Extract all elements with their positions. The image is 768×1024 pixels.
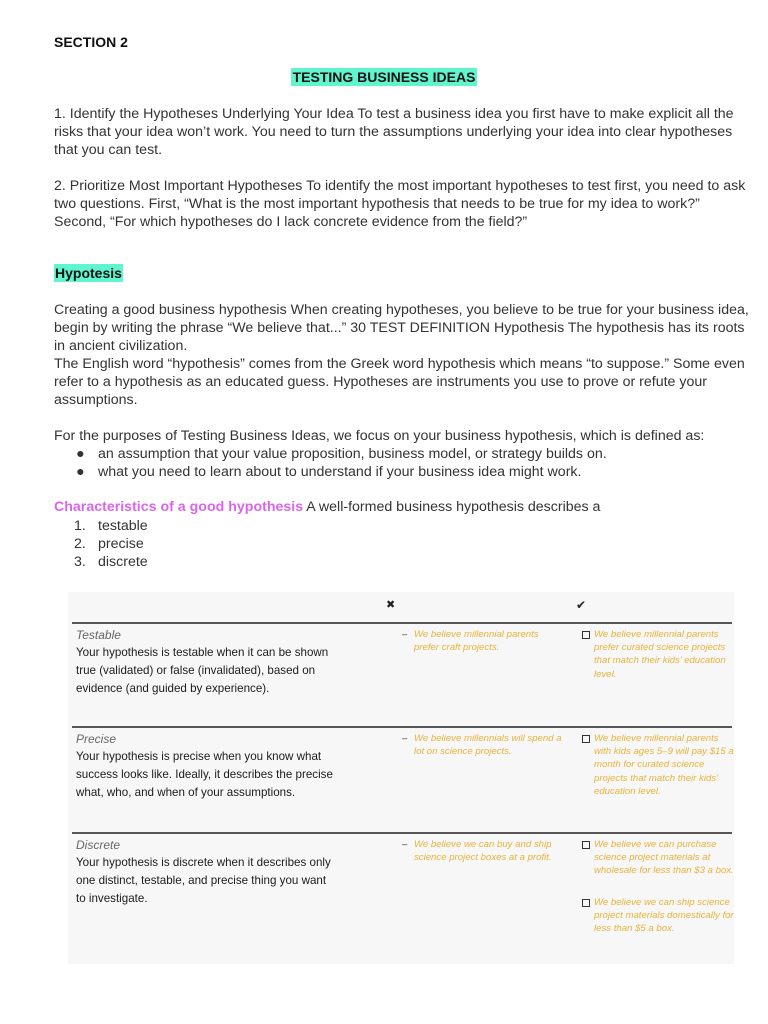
page-title-text: TESTING BUSINESS IDEAS: [292, 69, 476, 85]
dash-icon: –: [402, 839, 408, 850]
characteristics-line: [54, 499, 600, 515]
dash-icon: –: [402, 629, 408, 640]
good-example: We believe we can purchase science project materials at wholesale for less than $3 a box.: [594, 838, 736, 878]
paragraph-purposes: For the purposes of Testing Business Ideas, we focus on your business hypothesis, which is defined as:: [54, 428, 705, 444]
hypotesis-heading: Hypotesis: [55, 265, 122, 281]
list-item: 2. precise: [74, 536, 144, 552]
row-description: Your hypothesis is discrete when it describes only one distinct, testable, and precise thing you want to investigate.: [76, 856, 331, 905]
row-description: Your hypothesis is testable when it can be shown true (validated) or false (invalidated), based on evidence (and guided by experience).: [76, 646, 329, 695]
checkbox-icon: [582, 631, 590, 639]
paragraph-prioritize: 2. Prioritize Most Important Hypotheses To identify the most important hypotheses to test first, you need to ask two questions. First, “What is the most important hypothesis that needs to be true for my idea to work?” Second, “For which hypotheses do I lack concrete evidence from the field?”: [54, 178, 746, 230]
numbered-list: [74, 517, 148, 571]
hypothesis-comparison-table: [68, 592, 734, 964]
x-mark-icon: ✖: [386, 599, 396, 611]
checkbox-icon: [582, 899, 590, 907]
checkbox-icon: [582, 735, 590, 743]
paragraph-greek: The English word “hypothesis” comes from the Greek word hypothesis which means “to suppose.” Some even refer to a hypothesis as an educated guess. Hypotheses are instruments you use to prove or refute your assumptions.: [54, 356, 745, 408]
list-item: 1. testable: [74, 518, 148, 534]
checkbox-icon: [582, 841, 590, 849]
good-example: We believe millennial parents with kids ages 5–9 will pay $15 a month for curated science projects that match their kids’ education level.: [594, 732, 736, 798]
check-mark-icon: ✔: [576, 598, 587, 612]
table-row: [72, 624, 732, 728]
good-example: We believe millennial parents prefer curated science projects that match their kids’ education level.: [594, 628, 736, 681]
table-row: [72, 728, 732, 832]
row-label: Precise: [76, 732, 117, 746]
section-label: SECTION 2: [54, 34, 128, 50]
bad-example: – We believe we can buy and ship science project boxes at a profit.: [402, 839, 552, 863]
paragraph-identify: 1. Identify the Hypotheses Underlying Your Idea To test a business idea you first have to make explicit all the risks that your idea won’t work. You need to turn the assumptions underlying your idea into clear hypotheses that you can test.: [54, 106, 734, 158]
paragraph-creating: Creating a good business hypothesis When creating hypotheses, you believe to be true for your business idea, begin by writing the phrase “We believe that...” 30 TEST DEFINITION Hypothesis The hypothesis has its roots in ancient civilization.: [54, 302, 749, 354]
bad-example: – We believe millennial parents prefer craft projects.: [402, 629, 539, 653]
characteristics-label: Characteristics of a good hypothesis: [54, 499, 304, 515]
row-label: Testable: [76, 628, 121, 642]
good-example: We believe we can ship science project materials domestically for less than $5 a box.: [594, 896, 736, 936]
list-item: ● an assumption that your value proposition, business model, or strategy builds on.: [76, 446, 607, 462]
characteristics-text: A well-formed business hypothesis describes a: [303, 499, 601, 515]
bad-example: – We believe millennials will spend a lot on science projects.: [402, 733, 562, 757]
list-item: ● what you need to learn about to understand if your business idea might work.: [76, 464, 582, 480]
dash-icon: –: [402, 733, 408, 744]
page-title: [0, 69, 768, 87]
definition-bullets: [74, 445, 607, 481]
row-description: Your hypothesis is precise when you know what success looks like. Ideally, it describes the precise what, who, and when of your assumptions.: [76, 750, 333, 799]
table-row: [72, 834, 732, 962]
row-label: Discrete: [76, 838, 121, 852]
list-item: 3. discrete: [74, 554, 148, 570]
